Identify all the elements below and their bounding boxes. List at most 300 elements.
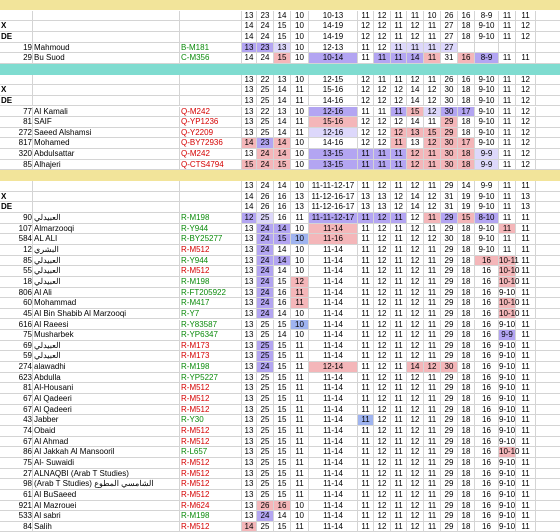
marker-value-cell[interactable]: 12 bbox=[374, 522, 391, 532]
marker-value-cell[interactable]: 13-15 bbox=[309, 149, 358, 159]
marker-value-cell[interactable]: 14 bbox=[274, 96, 291, 106]
marker-value-cell[interactable]: 11 bbox=[499, 224, 516, 234]
marker-value-cell[interactable]: 25 bbox=[257, 394, 274, 404]
marker-value-cell[interactable]: 9-10 bbox=[499, 426, 516, 435]
marker-value-cell[interactable]: 12 bbox=[374, 11, 391, 21]
marker-value-cell[interactable]: 23 bbox=[257, 11, 274, 21]
marker-value-cell[interactable]: 14 bbox=[274, 11, 291, 21]
marker-value-cell[interactable]: 15 bbox=[274, 351, 291, 361]
marker-value-cell[interactable]: 11 bbox=[391, 75, 407, 85]
marker-value-cell[interactable]: 11 bbox=[374, 53, 391, 63]
marker-value-cell[interactable]: 27 bbox=[441, 43, 458, 53]
haplogroup-cell[interactable]: R-M512 bbox=[180, 245, 242, 255]
marker-value-cell[interactable]: 12 bbox=[374, 373, 391, 383]
marker-value-cell[interactable]: 11-11-12-17 bbox=[309, 181, 358, 191]
marker-value-cell[interactable]: 9-10 bbox=[499, 468, 516, 478]
marker-value-cell[interactable]: 11 bbox=[358, 426, 374, 436]
marker-value-cell[interactable]: 24 bbox=[257, 362, 274, 372]
marker-value-cell[interactable]: 14 bbox=[242, 522, 257, 532]
name-cell[interactable]: العبيدلي bbox=[33, 256, 180, 266]
marker-value-cell[interactable]: 12 bbox=[407, 75, 424, 85]
marker-value-cell[interactable]: 12-16 bbox=[309, 128, 358, 138]
marker-value-cell[interactable]: 12 bbox=[407, 320, 424, 330]
marker-value-cell[interactable]: 12 bbox=[407, 447, 424, 457]
marker-value-cell[interactable]: 11 bbox=[291, 415, 309, 425]
marker-value-cell[interactable]: 15-16 bbox=[309, 117, 358, 127]
marker-value-cell[interactable]: 11 bbox=[358, 522, 374, 532]
marker-value-cell[interactable]: 12 bbox=[374, 490, 391, 500]
marker-value-cell[interactable]: 11 bbox=[407, 11, 424, 21]
marker-value-cell[interactable]: 11 bbox=[516, 522, 536, 532]
marker-value-cell[interactable]: 11 bbox=[499, 11, 516, 21]
marker-value-cell[interactable]: 12 bbox=[407, 330, 424, 340]
id-cell[interactable] bbox=[0, 75, 33, 85]
marker-value-cell[interactable]: 14 bbox=[274, 309, 291, 319]
marker-value-cell[interactable]: 13 bbox=[242, 405, 257, 415]
haplogroup-cell[interactable]: Q-M242 bbox=[180, 107, 242, 117]
marker-value-cell[interactable]: 11 bbox=[516, 53, 536, 63]
id-cell[interactable]: 27 bbox=[0, 469, 33, 479]
marker-value-cell[interactable]: 11 bbox=[391, 224, 407, 234]
marker-value-cell[interactable]: 12 bbox=[407, 405, 424, 415]
id-cell[interactable]: 59 bbox=[0, 351, 33, 361]
marker-value-cell[interactable]: 16 bbox=[475, 511, 499, 521]
marker-value-cell[interactable]: 11 bbox=[291, 522, 309, 532]
marker-value-cell[interactable]: 12 bbox=[424, 234, 441, 244]
marker-value-cell[interactable]: 14 bbox=[242, 202, 257, 212]
marker-value-cell[interactable]: 9-10 bbox=[499, 351, 516, 361]
marker-value-cell[interactable]: 12 bbox=[374, 341, 391, 351]
marker-value-cell[interactable]: 11 bbox=[374, 149, 391, 159]
marker-value-cell[interactable]: 11 bbox=[391, 21, 407, 31]
marker-value-cell[interactable]: 18 bbox=[458, 383, 475, 393]
marker-value-cell[interactable]: 13 bbox=[274, 107, 291, 117]
marker-value-cell[interactable]: 12-14 bbox=[309, 362, 358, 372]
marker-value-cell[interactable]: 16 bbox=[274, 213, 291, 223]
marker-value-cell[interactable]: 11 bbox=[516, 351, 536, 361]
marker-value-cell[interactable]: 18 bbox=[458, 426, 475, 436]
marker-value-cell[interactable]: 29 bbox=[441, 458, 458, 468]
marker-value-cell[interactable]: 14 bbox=[242, 53, 257, 63]
marker-value-cell[interactable]: 12 bbox=[374, 43, 391, 53]
marker-value-cell[interactable]: 11 bbox=[391, 447, 407, 457]
marker-value-cell[interactable]: 13 bbox=[242, 234, 257, 244]
name-cell[interactable]: Al Jakkah Al Mansooril bbox=[33, 447, 180, 457]
marker-value-cell[interactable]: 11 bbox=[391, 298, 407, 308]
marker-value-cell[interactable]: 11 bbox=[424, 21, 441, 31]
marker-value-cell[interactable]: 16 bbox=[274, 501, 291, 511]
id-cell[interactable]: 921 bbox=[0, 501, 33, 511]
marker-value-cell[interactable]: 16 bbox=[475, 256, 499, 266]
marker-value-cell[interactable]: 14 bbox=[274, 511, 291, 521]
marker-value-cell[interactable]: 16 bbox=[475, 501, 499, 511]
haplogroup-cell[interactable]: R-M512 bbox=[180, 490, 242, 500]
marker-value-cell[interactable]: 11 bbox=[424, 383, 441, 393]
marker-value-cell[interactable]: 12 bbox=[407, 351, 424, 361]
marker-value-cell[interactable]: 12 bbox=[407, 245, 424, 255]
marker-value-cell[interactable]: 16 bbox=[475, 309, 499, 319]
marker-value-cell[interactable]: 24 bbox=[257, 277, 274, 287]
marker-value-cell[interactable]: 11 bbox=[424, 447, 441, 457]
name-cell[interactable]: Al- Suwaidi bbox=[33, 458, 180, 468]
marker-value-cell[interactable]: 11 bbox=[516, 266, 536, 276]
marker-value-cell[interactable]: 10-13 bbox=[309, 11, 358, 21]
marker-value-cell[interactable]: 11 bbox=[358, 362, 374, 372]
marker-value-cell[interactable]: 18 bbox=[458, 362, 475, 372]
marker-value-cell[interactable]: 18 bbox=[458, 288, 475, 298]
marker-value-cell[interactable]: 14 bbox=[274, 266, 291, 276]
marker-value-cell[interactable]: 18 bbox=[458, 96, 475, 106]
marker-value-cell[interactable]: 24 bbox=[257, 266, 274, 276]
marker-value-cell[interactable]: 12 bbox=[407, 266, 424, 276]
marker-value-cell[interactable]: 12 bbox=[358, 117, 374, 127]
marker-value-cell[interactable]: 9-10 bbox=[475, 117, 499, 127]
marker-value-cell[interactable]: 11 bbox=[424, 266, 441, 276]
haplogroup-cell[interactable]: R-M512 bbox=[180, 426, 242, 436]
marker-value-cell[interactable]: 12 bbox=[374, 213, 391, 223]
marker-value-cell[interactable]: 13 bbox=[242, 341, 257, 351]
marker-value-cell[interactable]: 11 bbox=[358, 266, 374, 276]
marker-value-cell[interactable]: 10 bbox=[291, 245, 309, 255]
marker-value-cell[interactable]: 15 bbox=[424, 128, 441, 138]
marker-value-cell[interactable]: 30 bbox=[441, 362, 458, 372]
marker-value-cell[interactable]: 12 bbox=[516, 32, 536, 42]
haplogroup-cell[interactable]: R-M173 bbox=[180, 351, 242, 361]
row-header-cell[interactable]: X bbox=[0, 21, 33, 31]
marker-value-cell[interactable]: 13 bbox=[242, 181, 257, 191]
marker-value-cell[interactable]: 9-9 bbox=[475, 181, 499, 191]
marker-value-cell[interactable]: 11 bbox=[516, 501, 536, 511]
marker-value-cell[interactable]: 10-10 bbox=[499, 298, 520, 308]
haplogroup-cell[interactable]: R-Y30 bbox=[180, 415, 242, 425]
marker-value-cell[interactable]: 9-10 bbox=[499, 394, 516, 404]
marker-value-cell[interactable]: 16 bbox=[475, 458, 499, 468]
marker-value-cell[interactable]: 12 bbox=[516, 21, 536, 31]
marker-value-cell[interactable]: 14-16 bbox=[309, 96, 358, 106]
marker-value-cell[interactable]: 14 bbox=[407, 53, 424, 63]
marker-value-cell[interactable]: 12 bbox=[516, 149, 536, 159]
marker-value-cell[interactable]: 11-14 bbox=[309, 437, 358, 447]
marker-value-cell[interactable] bbox=[475, 43, 499, 53]
marker-value-cell[interactable]: 12 bbox=[374, 511, 391, 521]
marker-value-cell[interactable]: 11 bbox=[358, 213, 374, 223]
marker-value-cell[interactable]: 12 bbox=[358, 21, 374, 31]
marker-value-cell[interactable]: 15 bbox=[274, 341, 291, 351]
marker-value-cell[interactable]: 12 bbox=[407, 373, 424, 383]
marker-value-cell[interactable]: 23 bbox=[257, 43, 274, 53]
marker-value-cell[interactable]: 9-10 bbox=[499, 415, 516, 425]
marker-value-cell[interactable]: 23 bbox=[257, 138, 274, 148]
marker-value-cell[interactable]: 13 bbox=[242, 75, 257, 85]
marker-value-cell[interactable]: 12 bbox=[374, 447, 391, 457]
marker-value-cell[interactable]: 16 bbox=[475, 383, 499, 393]
marker-value-cell[interactable]: 11 bbox=[391, 330, 407, 340]
marker-value-cell[interactable]: 25 bbox=[257, 522, 274, 532]
marker-value-cell[interactable]: 11 bbox=[291, 405, 309, 415]
marker-value-cell[interactable]: 16 bbox=[475, 341, 499, 351]
id-cell[interactable]: 98 bbox=[0, 479, 33, 489]
marker-value-cell[interactable]: 24 bbox=[257, 53, 274, 63]
marker-value-cell[interactable]: 14 bbox=[274, 256, 291, 266]
marker-value-cell[interactable]: 18 bbox=[458, 309, 475, 319]
marker-value-cell[interactable]: 8-9 bbox=[475, 53, 499, 63]
id-cell[interactable]: 107 bbox=[0, 224, 33, 234]
marker-value-cell[interactable]: 13 bbox=[242, 490, 257, 500]
marker-value-cell[interactable]: 12 bbox=[374, 362, 391, 372]
marker-value-cell[interactable]: 11 bbox=[358, 320, 374, 330]
marker-value-cell[interactable]: 11 bbox=[424, 117, 441, 127]
marker-value-cell[interactable]: 15 bbox=[274, 437, 291, 447]
marker-value-cell[interactable]: 11 bbox=[358, 224, 374, 234]
marker-value-cell[interactable]: 13 bbox=[242, 437, 257, 447]
marker-value-cell[interactable]: 10 bbox=[424, 11, 441, 21]
marker-value-cell[interactable]: 10 bbox=[291, 75, 309, 85]
marker-value-cell[interactable]: 13 bbox=[407, 138, 424, 148]
marker-value-cell[interactable]: 11 bbox=[516, 362, 536, 372]
haplogroup-cell[interactable] bbox=[180, 85, 242, 95]
marker-value-cell[interactable]: 12 bbox=[391, 117, 407, 127]
marker-value-cell[interactable]: 18 bbox=[458, 458, 475, 468]
marker-value-cell[interactable]: 12 bbox=[374, 298, 391, 308]
marker-value-cell[interactable]: 12 bbox=[516, 117, 536, 127]
marker-value-cell[interactable]: 29 bbox=[441, 447, 458, 457]
marker-value-cell[interactable]: 25 bbox=[257, 469, 274, 479]
name-cell[interactable]: Al Raeesi bbox=[33, 320, 180, 330]
marker-value-cell[interactable]: 11-14 bbox=[309, 458, 358, 468]
marker-value-cell[interactable]: 12 bbox=[407, 160, 424, 170]
marker-value-cell[interactable]: 18 bbox=[458, 128, 475, 138]
marker-value-cell[interactable]: 16 bbox=[475, 277, 499, 287]
marker-value-cell[interactable]: 12 bbox=[424, 138, 441, 148]
marker-value-cell[interactable]: 9-10 bbox=[475, 234, 499, 244]
haplogroup-cell[interactable]: R-M512 bbox=[180, 437, 242, 447]
marker-value-cell[interactable]: 12 bbox=[424, 192, 441, 202]
id-cell[interactable] bbox=[0, 11, 33, 21]
marker-value-cell[interactable]: 11 bbox=[424, 415, 441, 425]
haplogroup-cell[interactable]: R-YP5227 bbox=[180, 373, 242, 383]
marker-value-cell[interactable]: 11 bbox=[516, 213, 536, 223]
marker-value-cell[interactable]: 25 bbox=[257, 437, 274, 447]
marker-value-cell[interactable]: 9-10 bbox=[475, 96, 499, 106]
marker-value-cell[interactable]: 10 bbox=[291, 53, 309, 63]
marker-value-cell[interactable]: 22 bbox=[257, 75, 274, 85]
haplogroup-cell[interactable]: R-M512 bbox=[180, 469, 242, 479]
marker-value-cell[interactable]: 11 bbox=[358, 458, 374, 468]
marker-value-cell[interactable]: 12 bbox=[374, 288, 391, 298]
haplogroup-cell[interactable]: Q-Y2209 bbox=[180, 128, 242, 138]
marker-value-cell[interactable]: 29 bbox=[441, 330, 458, 340]
marker-value-cell[interactable]: 11 bbox=[391, 266, 407, 276]
marker-value-cell[interactable]: 11 bbox=[424, 426, 441, 436]
marker-value-cell[interactable]: 16 bbox=[475, 405, 499, 415]
marker-value-cell[interactable]: 12 bbox=[291, 277, 309, 287]
marker-value-cell[interactable]: 30 bbox=[441, 107, 458, 117]
marker-value-cell[interactable]: 10-10 bbox=[499, 276, 520, 286]
marker-value-cell[interactable]: 15 bbox=[274, 469, 291, 479]
marker-value-cell[interactable]: 11 bbox=[391, 501, 407, 511]
marker-value-cell[interactable]: 11 bbox=[424, 469, 441, 479]
name-cell[interactable] bbox=[33, 11, 180, 21]
marker-value-cell[interactable]: 11 bbox=[391, 341, 407, 351]
row-header-cell[interactable]: DE bbox=[0, 32, 33, 42]
id-cell[interactable]: 84 bbox=[0, 522, 33, 532]
marker-value-cell[interactable]: 12 bbox=[391, 96, 407, 106]
marker-value-cell[interactable]: 11 bbox=[391, 138, 407, 148]
marker-value-cell[interactable]: 29 bbox=[441, 394, 458, 404]
marker-value-cell[interactable]: 11 bbox=[516, 320, 536, 330]
marker-value-cell[interactable]: 12 bbox=[407, 298, 424, 308]
marker-value-cell[interactable]: 11 bbox=[391, 277, 407, 287]
marker-value-cell[interactable]: 11 bbox=[391, 256, 407, 266]
marker-value-cell[interactable]: 29 bbox=[441, 426, 458, 436]
marker-value-cell[interactable]: 10 bbox=[291, 320, 309, 330]
name-cell[interactable]: Abdulsattar bbox=[33, 149, 180, 159]
marker-value-cell[interactable]: 11 bbox=[391, 107, 407, 117]
marker-value-cell[interactable]: 12 bbox=[374, 266, 391, 276]
marker-value-cell[interactable]: 16 bbox=[274, 298, 291, 308]
haplogroup-cell[interactable]: R-M198 bbox=[180, 362, 242, 372]
marker-value-cell[interactable]: 29 bbox=[441, 351, 458, 361]
marker-value-cell[interactable]: 14 bbox=[458, 181, 475, 191]
marker-value-cell[interactable]: 10-10 bbox=[499, 266, 520, 276]
marker-value-cell[interactable]: 9-10 bbox=[475, 32, 499, 42]
marker-value-cell[interactable]: 24 bbox=[257, 298, 274, 308]
marker-value-cell[interactable]: 14 bbox=[407, 96, 424, 106]
marker-value-cell[interactable]: 14 bbox=[274, 85, 291, 95]
marker-value-cell[interactable]: 9-9 bbox=[475, 160, 499, 170]
marker-value-cell[interactable]: 17 bbox=[458, 107, 475, 117]
name-cell[interactable]: Mahmoud bbox=[33, 43, 180, 53]
name-cell[interactable]: Obaid bbox=[33, 426, 180, 436]
marker-value-cell[interactable]: 11-14 bbox=[309, 415, 358, 425]
marker-value-cell[interactable]: 11 bbox=[391, 160, 407, 170]
marker-value-cell[interactable]: 12 bbox=[424, 96, 441, 106]
marker-value-cell[interactable]: 13 bbox=[242, 117, 257, 127]
marker-value-cell[interactable]: 11-14 bbox=[309, 341, 358, 351]
marker-value-cell[interactable]: 10 bbox=[291, 234, 309, 244]
marker-value-cell[interactable]: 24 bbox=[257, 288, 274, 298]
marker-value-cell[interactable]: 19 bbox=[458, 192, 475, 202]
marker-value-cell[interactable]: 11 bbox=[499, 85, 516, 95]
marker-value-cell[interactable]: 29 bbox=[441, 405, 458, 415]
marker-value-cell[interactable]: 11 bbox=[516, 277, 536, 287]
marker-value-cell[interactable]: 11 bbox=[391, 511, 407, 521]
marker-value-cell[interactable]: 18 bbox=[458, 479, 475, 489]
marker-value-cell[interactable]: 11 bbox=[291, 394, 309, 404]
id-cell[interactable]: 81 bbox=[0, 383, 33, 393]
marker-value-cell[interactable]: 11 bbox=[424, 394, 441, 404]
marker-value-cell[interactable]: 11 bbox=[499, 117, 516, 127]
marker-value-cell[interactable]: 11 bbox=[424, 490, 441, 500]
marker-value-cell[interactable]: 12 bbox=[374, 415, 391, 425]
marker-value-cell[interactable]: 29 bbox=[441, 501, 458, 511]
marker-value-cell[interactable]: 11 bbox=[499, 21, 516, 31]
marker-value-cell[interactable]: 11 bbox=[291, 447, 309, 457]
marker-value-cell[interactable]: 10 bbox=[291, 21, 309, 31]
marker-value-cell[interactable]: 9-10 bbox=[475, 128, 499, 138]
name-cell[interactable]: ALNAQBI (Arab T Studies) bbox=[33, 469, 180, 479]
marker-value-cell[interactable]: 29 bbox=[441, 522, 458, 532]
marker-value-cell[interactable]: 12 bbox=[516, 75, 536, 85]
name-cell[interactable] bbox=[33, 96, 180, 106]
marker-value-cell[interactable]: 11 bbox=[374, 160, 391, 170]
marker-value-cell[interactable]: 12 bbox=[407, 224, 424, 234]
marker-value-cell[interactable]: 29 bbox=[441, 224, 458, 234]
marker-value-cell[interactable]: 12-15 bbox=[309, 75, 358, 85]
marker-value-cell[interactable]: 13 bbox=[242, 383, 257, 393]
marker-value-cell[interactable]: 12 bbox=[424, 202, 441, 212]
marker-value-cell[interactable]: 11 bbox=[407, 43, 424, 53]
marker-value-cell[interactable]: 12 bbox=[407, 213, 424, 223]
marker-value-cell[interactable]: 13 bbox=[291, 192, 309, 202]
marker-value-cell[interactable]: 12 bbox=[391, 202, 407, 212]
id-cell[interactable]: 86 bbox=[0, 447, 33, 457]
haplogroup-cell[interactable] bbox=[180, 96, 242, 106]
marker-value-cell[interactable]: 16 bbox=[475, 330, 499, 340]
marker-value-cell[interactable]: 11 bbox=[358, 298, 374, 308]
marker-value-cell[interactable]: 13 bbox=[291, 202, 309, 212]
marker-value-cell[interactable]: 11 bbox=[516, 11, 536, 21]
marker-value-cell[interactable]: 12 bbox=[374, 405, 391, 415]
marker-value-cell[interactable]: 13 bbox=[242, 96, 257, 106]
marker-value-cell[interactable]: 12 bbox=[407, 288, 424, 298]
marker-value-cell[interactable]: 12 bbox=[407, 277, 424, 287]
marker-value-cell[interactable]: 13 bbox=[242, 373, 257, 383]
marker-value-cell[interactable]: 25 bbox=[257, 213, 274, 223]
marker-value-cell[interactable]: 25 bbox=[257, 373, 274, 383]
marker-value-cell[interactable]: 11 bbox=[424, 256, 441, 266]
marker-value-cell[interactable]: 14-16 bbox=[309, 138, 358, 148]
marker-value-cell[interactable]: 11 bbox=[358, 437, 374, 447]
marker-value-cell[interactable]: 29 bbox=[441, 128, 458, 138]
marker-value-cell[interactable]: 9-10 bbox=[475, 245, 499, 255]
marker-value-cell[interactable]: 11 bbox=[291, 373, 309, 383]
marker-value-cell[interactable]: 11 bbox=[424, 53, 441, 63]
haplogroup-cell[interactable] bbox=[180, 21, 242, 31]
marker-value-cell[interactable]: 10 bbox=[291, 511, 309, 521]
haplogroup-cell[interactable]: R-L657 bbox=[180, 447, 242, 457]
marker-value-cell[interactable]: 11 bbox=[391, 181, 407, 191]
marker-value-cell[interactable]: 13 bbox=[242, 298, 257, 308]
marker-value-cell[interactable]: 9-10 bbox=[499, 404, 516, 414]
marker-value-cell[interactable]: 11-12-16-17 bbox=[309, 192, 358, 202]
id-cell[interactable]: 19 bbox=[0, 43, 33, 53]
marker-value-cell[interactable]: 11 bbox=[499, 138, 516, 148]
haplogroup-cell[interactable]: R-M512 bbox=[180, 458, 242, 468]
marker-value-cell[interactable]: 12 bbox=[407, 21, 424, 31]
marker-value-cell[interactable]: 25 bbox=[257, 320, 274, 330]
id-cell[interactable]: 45 bbox=[0, 309, 33, 319]
marker-value-cell[interactable]: 13 bbox=[242, 245, 257, 255]
marker-value-cell[interactable]: 11 bbox=[291, 469, 309, 479]
marker-value-cell[interactable]: 29 bbox=[441, 277, 458, 287]
marker-value-cell[interactable]: 11 bbox=[424, 43, 441, 53]
id-cell[interactable]: 77 bbox=[0, 107, 33, 117]
marker-value-cell[interactable]: 26 bbox=[257, 501, 274, 511]
marker-value-cell[interactable]: 11 bbox=[516, 405, 536, 415]
marker-value-cell[interactable]: 11 bbox=[291, 288, 309, 298]
id-cell[interactable]: 29 bbox=[0, 53, 33, 63]
marker-value-cell[interactable]: 29 bbox=[441, 373, 458, 383]
marker-value-cell[interactable]: 11 bbox=[358, 490, 374, 500]
marker-value-cell[interactable]: 11 bbox=[391, 351, 407, 361]
marker-value-cell[interactable]: 10 bbox=[291, 43, 309, 53]
marker-value-cell[interactable]: 12 bbox=[407, 490, 424, 500]
haplogroup-cell[interactable]: R-BY25277 bbox=[180, 234, 242, 244]
marker-value-cell[interactable]: 12 bbox=[516, 85, 536, 95]
marker-value-cell[interactable]: 29 bbox=[441, 479, 458, 489]
marker-value-cell[interactable]: 11 bbox=[291, 96, 309, 106]
